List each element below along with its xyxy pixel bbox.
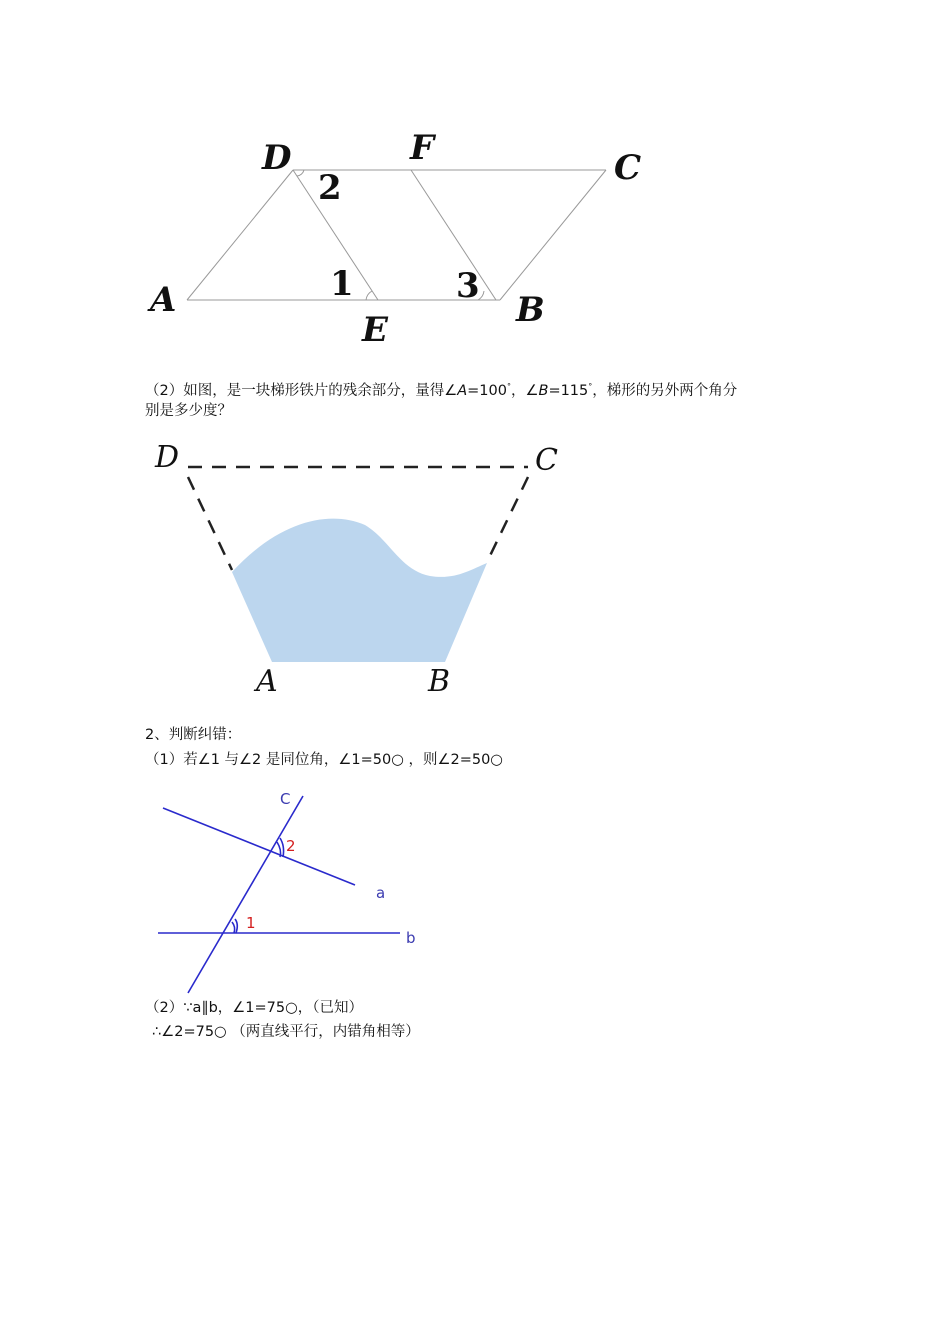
label-d: D bbox=[262, 138, 292, 178]
section-2-question-2-line1: （2）∵a∥b，∠1=75○，（已知） bbox=[145, 1000, 364, 1016]
label-b: B bbox=[516, 290, 545, 330]
trap-label-c: C bbox=[535, 443, 558, 478]
angle-label-3: 3 bbox=[456, 266, 480, 306]
label-e: E bbox=[362, 310, 388, 350]
label-a: A bbox=[150, 280, 177, 320]
angle-label-2: 2 bbox=[286, 837, 296, 855]
section-2-question-1: （1）若∠1 与∠2 是同位角，∠1=50○ ，则∠2=50○ bbox=[145, 752, 503, 768]
line-label-c: C bbox=[280, 790, 291, 808]
angle-label-2: 2 bbox=[318, 168, 342, 208]
line-label-b: b bbox=[406, 929, 416, 947]
angle-label-1: 1 bbox=[330, 264, 354, 304]
section-2-heading: 2、判断纠错： bbox=[145, 727, 242, 743]
question-2-line2: 别是多少度？ bbox=[145, 403, 232, 419]
trap-label-b: B bbox=[428, 664, 451, 699]
section-2-question-2-line2: ∴∠2=75○ （两直线平行，内错角相等） bbox=[152, 1024, 420, 1040]
question-2-line1: （2）如图，是一块梯形铁片的残余部分，量得∠A=100°，∠B=115°，梯形的另外两个角分 bbox=[145, 382, 738, 399]
angle-label-1: 1 bbox=[246, 914, 256, 932]
line-label-a: a bbox=[376, 884, 386, 902]
line-a bbox=[163, 808, 355, 885]
angle-1-mark bbox=[235, 919, 237, 933]
label-f: F bbox=[410, 128, 435, 168]
trap-label-a: A bbox=[256, 664, 278, 699]
trap-label-d: D bbox=[155, 440, 180, 475]
label-c: C bbox=[614, 148, 642, 188]
